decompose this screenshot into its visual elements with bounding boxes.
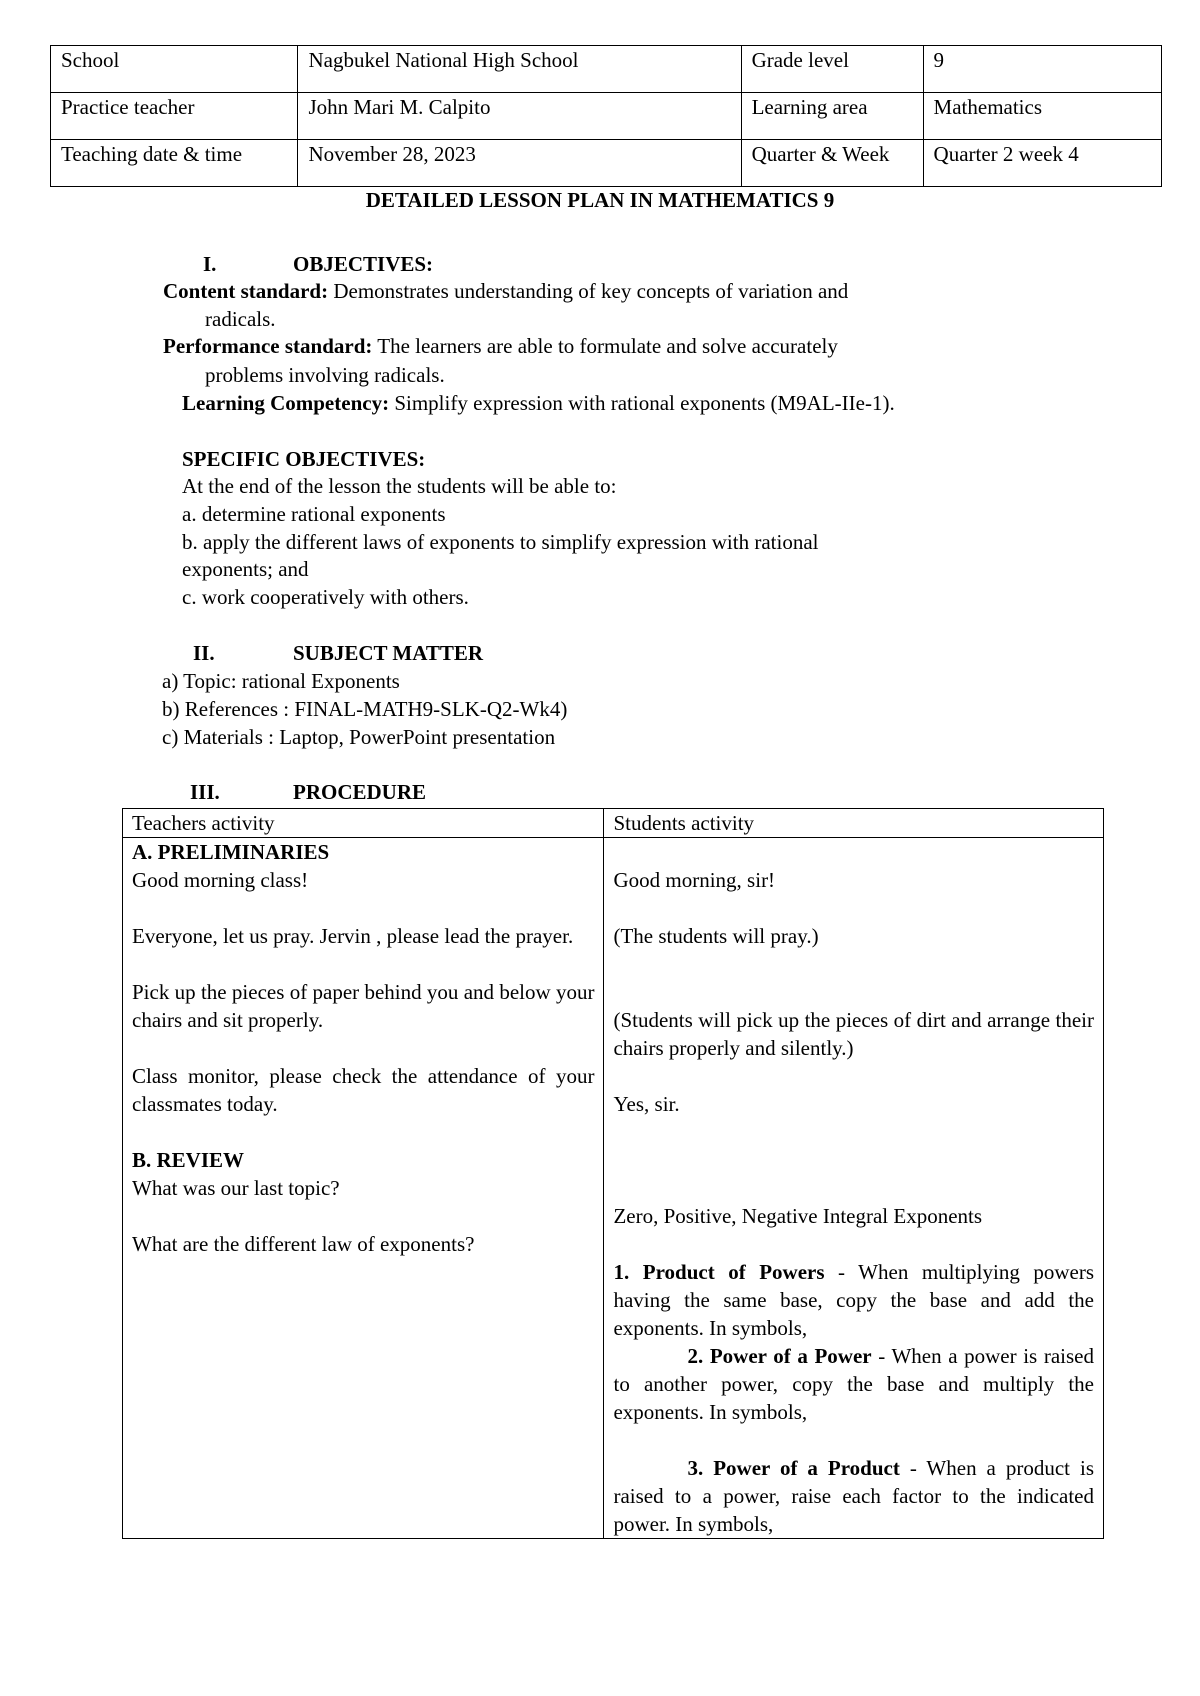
law3-title: 3. Power of a Product [687, 1456, 900, 1480]
grade-label: Grade level [741, 46, 923, 93]
teacher-column-header: Teachers activity [123, 809, 604, 838]
student-activity-cell [604, 838, 1104, 1539]
objective-item-b-cont: exponents; and [182, 557, 309, 581]
subject-references: b) References : FINAL-MATH9-SLK-Q2-Wk4) [162, 697, 568, 721]
performance-standard-label: Performance standard: [163, 334, 373, 358]
school-label: School [51, 46, 298, 93]
info-row-school [51, 46, 1162, 93]
law3-text: - When a product is raised to a power, raise each factor to the indicated power. In symbols, [613, 1456, 1094, 1536]
objective-item-b: b. apply the different laws of exponents to simplify expression with rational [182, 530, 819, 554]
subject-materials: c) Materials : Laptop, PowerPoint presentation [162, 725, 556, 749]
performance-standard-text: The learners are able to formulate and solve accurately [377, 334, 838, 358]
learning-competency-text: Simplify expression with rational exponents (M9AL-IIe-1). [394, 391, 895, 415]
law2-text: - When a power is raised to another power, copy the base and multiply the exponents. In symbols, [613, 1344, 1094, 1424]
procedure-header-row [123, 809, 1104, 838]
teacher-activity-cell [123, 838, 604, 1539]
review-heading: B. REVIEW [132, 1148, 245, 1172]
law1-text: - When multiplying powers having the same base, copy the base and add the exponents. In symbols, [613, 1260, 1094, 1340]
date-value: November 28, 2023 [298, 140, 741, 187]
quarter-label: Quarter & Week [741, 140, 923, 187]
student-greeting: Good morning, sir! [613, 868, 776, 892]
student-last-topic: Zero, Positive, Negative Integral Exponents [613, 1204, 983, 1228]
law1-title: 1. Product of Powers [613, 1260, 825, 1284]
student-paper: (Students will pick up the pieces of dirt and arrange their chairs properly and silently.) [613, 1008, 1094, 1060]
specific-objectives-heading: SPECIFIC OBJECTIVES: [182, 447, 426, 471]
area-label: Learning area [741, 93, 923, 140]
student-column-header: Students activity [604, 809, 1104, 838]
subject-heading: SUBJECT MATTER [293, 641, 484, 665]
content-standard-label: Content standard: [163, 279, 329, 303]
school-value: Nagbukel National High School [298, 46, 741, 93]
info-row-teacher [51, 93, 1162, 140]
teacher-paper: Pick up the pieces of paper behind you and below your chairs and sit properly. [132, 980, 595, 1032]
content-standard-text: Demonstrates understanding of key concepts of variation and [333, 279, 849, 303]
performance-standard-text-cont: problems involving radicals. [205, 363, 445, 387]
area-value: Mathematics [923, 93, 1161, 140]
date-label: Teaching date & time [51, 140, 298, 187]
performance-standard [163, 333, 838, 359]
document-title: DETAILED LESSON PLAN IN MATHEMATICS 9 [365, 188, 835, 212]
subject-numeral: II. [193, 641, 215, 665]
content-standard-text-cont: radicals. [205, 307, 276, 331]
content-standard [163, 278, 848, 304]
teacher-attendance: Class monitor, please check the attendance of your classmates today. [132, 1064, 595, 1116]
info-row-date [51, 140, 1162, 187]
procedure-numeral: III. [190, 780, 220, 804]
objective-item-c: c. work cooperatively with others. [182, 585, 469, 609]
teacher-value: John Mari M. Calpito [298, 93, 741, 140]
teacher-last-topic: What was our last topic? [132, 1176, 340, 1200]
subject-topic: a) Topic: rational Exponents [162, 669, 400, 693]
specific-objectives-intro: At the end of the lesson the students will be able to: [182, 474, 617, 498]
teacher-label: Practice teacher [51, 93, 298, 140]
quarter-value: Quarter 2 week 4 [923, 140, 1161, 187]
law-power-of-a-product [613, 1454, 1094, 1538]
objectives-heading: OBJECTIVES: [293, 252, 434, 276]
law-product-of-powers [613, 1258, 1094, 1342]
lesson-info-table [50, 45, 1162, 187]
preliminaries-heading: A. PRELIMINARIES [132, 840, 330, 864]
law2-title: 2. Power of a Power [687, 1344, 872, 1368]
procedure-heading: PROCEDURE [293, 780, 427, 804]
objective-item-a: a. determine rational exponents [182, 502, 446, 526]
objectives-numeral: I. [203, 252, 217, 276]
teacher-greeting: Good morning class! [132, 868, 309, 892]
student-prayer: (The students will pray.) [613, 924, 819, 948]
law-power-of-a-power [613, 1342, 1094, 1426]
procedure-body-row [123, 838, 1104, 1539]
learning-competency [182, 390, 895, 416]
student-attendance: Yes, sir. [613, 1092, 680, 1116]
teacher-prayer: Everyone, let us pray. Jervin , please lead the prayer. [132, 924, 574, 948]
procedure-table [122, 808, 1104, 1539]
grade-value: 9 [923, 46, 1161, 93]
learning-competency-label: Learning Competency: [182, 391, 390, 415]
teacher-laws-question: What are the different law of exponents? [132, 1232, 475, 1256]
